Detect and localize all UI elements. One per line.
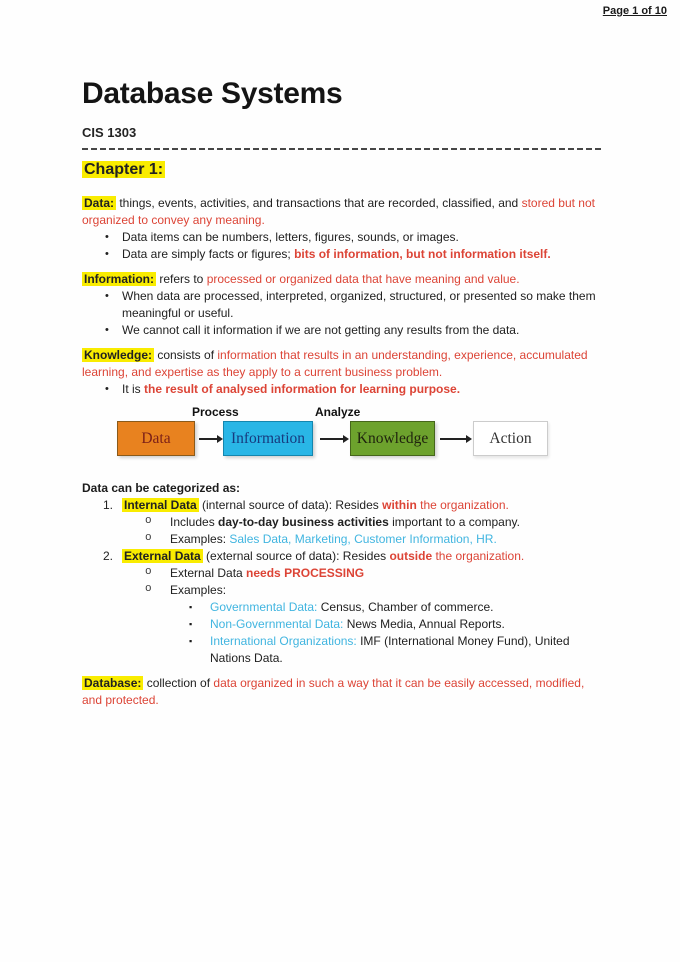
arrow-right-icon <box>320 438 344 440</box>
text-segment: Examples: <box>170 583 227 597</box>
text-segment: Data are simply facts or figures; <box>122 247 295 261</box>
diagram-box-action: Action <box>473 421 548 456</box>
text-segment-red-bold: needs PROCESSING <box>246 566 365 580</box>
text-segment-red: information that results in an understanding, experience, accumulated learning, and expertise as they apply to a current business problem. <box>82 348 588 379</box>
text-segment-red-bold: bits of information, but not information itself. <box>294 247 551 261</box>
text-segment-red: stored but not organized to convey any meaning. <box>82 196 595 227</box>
definition-data <box>82 195 604 229</box>
diagram-box-information: Information <box>223 421 313 456</box>
list-number: 2. <box>103 549 114 563</box>
text-segment-red: the organization. <box>432 549 525 563</box>
text-segment: Includes <box>170 515 219 529</box>
course-code: CIS 1303 <box>82 125 137 140</box>
diagram-box-data: Data <box>117 421 195 456</box>
page-number: Page 1 of 10 <box>602 5 667 17</box>
text-segment: consists of <box>154 348 218 362</box>
chapter-heading-highlight: Chapter 1: <box>84 161 164 178</box>
list-item <box>82 229 604 246</box>
term-information: Information: <box>84 272 154 286</box>
text-segment-red: data organized in such a way that it can be easily accessed, modified, and protected. <box>82 676 585 707</box>
text-segment-red-bold: the result of analysed information for learning purpose. <box>144 382 461 396</box>
text-segment-cyan: Sales Data, Marketing, Customer Information, HR. <box>229 532 497 546</box>
text-segment: IMF (International Money Fund), United Nations Data. <box>210 634 570 665</box>
text-segment-cyan: Governmental Data: <box>210 600 318 614</box>
definition-database <box>82 675 604 709</box>
page-title: Database Systems <box>82 77 343 110</box>
definition-knowledge <box>82 347 604 381</box>
diagram-label-process: Process <box>192 405 239 419</box>
text-segment: External Data <box>170 566 247 580</box>
bullet-icon: • <box>105 231 109 243</box>
definition-information <box>82 271 604 288</box>
square-bullet-icon: ▪ <box>189 619 193 629</box>
list-item <box>82 633 604 667</box>
term-data: Data: <box>84 196 115 210</box>
list-item <box>82 565 604 582</box>
text-segment: collection of <box>143 676 214 690</box>
term-knowledge: Knowledge: <box>84 348 152 362</box>
numbered-item-internal-data <box>82 497 604 514</box>
text-segment-red: the organization. <box>416 498 509 512</box>
divider-line <box>82 148 604 150</box>
text-segment: important to a company. <box>388 515 520 529</box>
text-segment-bold: day-to-day business activities <box>218 515 389 529</box>
arrow-right-icon <box>440 438 467 440</box>
text-segment: (internal source of data): Resides <box>198 498 383 512</box>
numbered-item-external-data <box>82 548 604 565</box>
arrow-right-icon <box>199 438 218 440</box>
text-segment: We cannot call it information if we are not getting any results from the data. <box>122 323 520 337</box>
term-external-data: External Data <box>124 549 201 563</box>
categories-heading: Data can be categorized as: <box>82 481 241 495</box>
square-bullet-icon: ▪ <box>189 602 193 612</box>
diagram-label-analyze: Analyze <box>315 405 361 419</box>
text-segment: refers to <box>156 272 207 286</box>
text-segment: Examples: <box>170 532 230 546</box>
text-segment: When data are processed, interpreted, organized, structured, or presented so make them meaningful or useful. <box>122 289 596 320</box>
list-item <box>82 582 604 599</box>
diagram-box-knowledge: Knowledge <box>350 421 435 456</box>
list-item <box>82 514 604 531</box>
page-content <box>82 0 604 709</box>
bullet-icon: • <box>105 383 109 395</box>
dik-flow-diagram <box>82 403 604 471</box>
chapter-heading <box>82 161 604 179</box>
list-number: 1. <box>103 498 114 512</box>
text-segment: It is <box>122 382 145 396</box>
list-item <box>82 616 604 633</box>
bullet-icon: • <box>105 324 109 336</box>
text-segment: News Media, Annual Reports. <box>343 617 505 631</box>
list-item <box>82 322 604 339</box>
list-item <box>82 288 604 322</box>
square-bullet-icon: ▪ <box>189 636 193 646</box>
list-item <box>82 381 604 398</box>
circle-bullet-icon: o <box>145 566 152 578</box>
circle-bullet-icon: o <box>145 515 152 527</box>
list-item <box>82 531 604 548</box>
text-segment-red-bold: outside <box>389 549 433 563</box>
text-segment: (external source of data): Resides <box>202 549 390 563</box>
text-segment: Data items can be numbers, letters, figures, sounds, or images. <box>122 230 459 244</box>
term-internal-data: Internal Data <box>124 498 197 512</box>
text-segment: Census, Chamber of commerce. <box>317 600 494 614</box>
text-segment-cyan: International Organizations: <box>210 634 357 648</box>
bullet-icon: • <box>105 290 109 302</box>
text-segment: things, events, activities, and transactions that are recorded, classified, and <box>116 196 522 210</box>
text-segment-red: processed or organized data that have meaning and value. <box>206 272 520 286</box>
text-segment-cyan: Non-Governmental Data: <box>210 617 344 631</box>
bullet-icon: • <box>105 248 109 260</box>
circle-bullet-icon: o <box>145 583 152 595</box>
text-segment-red-bold: within <box>382 498 417 512</box>
circle-bullet-icon: o <box>145 532 152 544</box>
term-database: Database: <box>84 676 142 690</box>
list-item <box>82 246 604 263</box>
list-item <box>82 599 604 616</box>
